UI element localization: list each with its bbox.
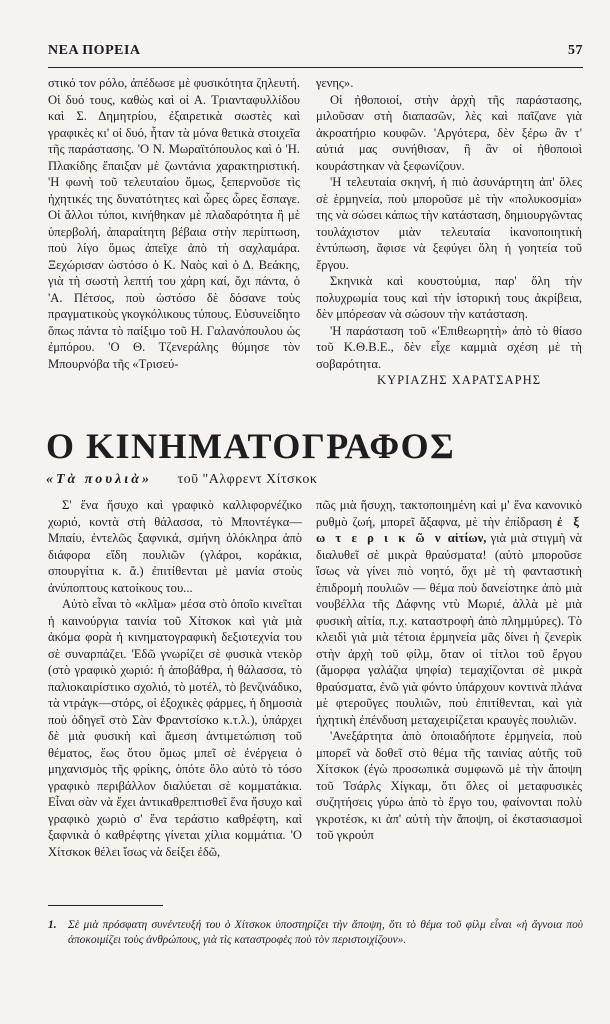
review-paragraph: Οἱ ἠθοποιοί, στὴν ἀρχὴ τῆς παράστασης, μιλοῦσαν στὴ διαπασῶν, λὲς καὶ παῖζανε γιὰ ἀκροατήριο κουφῶν. 'Αργότερα, δὲν ξέρω ἂν τ' αὐτιά μας συνήθισαν, ἢ ἂν οἱ ἠθοποιοὶ κουράστηκαν νὰ ξεφωνίζουν. bbox=[316, 92, 582, 173]
film-title: «Τὰ πουλιὰ» bbox=[46, 472, 152, 487]
author-signature: ΚΥΡΙΑΖΗΣ ΧΑΡΑΤΣΑΡΗΣ bbox=[376, 373, 542, 387]
footnote-text: Σὲ μιὰ πρόσφατη συνέντευξή του ὁ Χίτσκοκ ὑποστηρίζει τὴν ἄποψη, ὅτι τὸ θέμα τοῦ φίλμ εἶναι «ἡ ἄγνοια ποὺ ἀποκοιμίζει τοὺς ἀνθρώπους, γιὰ τὶς καταστροφὲς ποὺ τὸν περιστοιχίζουν». bbox=[68, 919, 583, 946]
article-column-left bbox=[48, 497, 302, 860]
article-paragraph: 'Ανεξάρτητα ἀπὸ ὁποιαδήποτε ἑρμηνεία, ποὺ μπορεῖ νὰ δοθεῖ στὸ θέμα τῆς ταινίας αὐτῆς τοῦ Χίτσκοκ (ἐγὼ προσωπικὰ συμφωνῶ μὲ τὴν ἄποψη τοῦ Τσάρλς Χίγκαμ, ὅτι ὅλες οἱ μεταφυσικὲς συζητήσεις γύρω ἀπὸ τὸ ἔργο του, φαίνονται πολὺ γκροτέσκ, κι ἀπ' αὐτὴ τὴν ἄποψη, οἱ ἐκστασιασμοὶ τοῦ γκρούπ bbox=[316, 729, 582, 842]
text-run: γιὰ μιὰ στιγμὴ νὰ διαλυθεῖ σὲ μικρὰ θραύσματα! (αὐτὸ μποροῦσε ἴσως νὰ γίνει πιὸ νοητό, ὄχι μὲ τὴ φανταστικὴ ἐπιδρομὴ πουλιῶν — θέμα ποὺ δανείστηκε ἀπὸ μιὰ νουβέλλα τῆς Δάφνης ντὺ Μωριέ, ἀλλὰ μὲ μιὰ φυσικὴ αἰτία, π.χ. καταστροφὴ ἀπὸ πλημμύρες). Τὸ κλειδὶ γιὰ μιὰ τέτοια ἑρμηνεία μᾶς δίνει ἡ ζενερὶκ στὴν ἀρχὴ τοῦ φίλμ, ὅταν οἱ τίτλοι τοῦ ἔργου (ἄμορφα γαλάζια ψηφία) τεμαχίζονται σὲ μικρὰ θραύσματα, ἐνῶ γιὰ φόντο ὑπάρχουν κοντινὰ πλάνα μὲ φτεροῦγες πουλιῶν, ποὺ ἐπιτίθενται, καὶ γιὰ ἠχητικὴ ἐπένδυση μεταχειρίζεται κραυγὲς πουλιῶν. bbox=[316, 531, 582, 727]
article-paragraph bbox=[316, 497, 582, 728]
section-title: Ο ΚΙΝΗΜΑΤΟΓΡΑΦΟΣ bbox=[46, 426, 456, 466]
header-rule bbox=[48, 67, 583, 68]
running-header bbox=[48, 43, 583, 59]
journal-title: ΝΕΑ ΠΟΡΕΙΑ bbox=[48, 43, 141, 58]
review-paragraph: Σκηνικὰ καὶ κουστούμια, παρ' ὅλη τὴν πολυχρωμία τους καὶ τὴν ἱστορική τους ἀκρίβεια, δὲν μπόρεσαν νὰ σώσουν τὴν κατάσταση. bbox=[316, 274, 582, 321]
review-column-right bbox=[316, 75, 582, 389]
film-director: τοῦ "Αλφρεντ Χίτσκοκ bbox=[177, 472, 318, 487]
emphasis-bold: αἰτίων, bbox=[447, 531, 487, 545]
footnote-rule bbox=[48, 905, 163, 906]
film-subtitle bbox=[46, 472, 317, 488]
footnote-number: 1. bbox=[48, 919, 57, 931]
review-paragraph: στικό τον ρόλο, ἀπέδωσε μὲ φυσικότητα ζηλευτή. Οἱ δυό τους, καθὼς καὶ οἱ Α. Τριανταφυλλίδου καὶ Σ. Δημητρίου, ἐξαιρετικὰ σωστὲς καὶ γραφικὲς κι' οἱ δυό, ἦταν τὰ μόνα θετικὰ στοιχεῖα τῆς παράστασης. 'Ο Ν. Μωραϊτόπουλος καὶ ὁ 'Η. Πλακίδης ἔπαιξαν μὲ ζωντάνια χαρακτηριστική. 'Η φωνὴ τοῦ τελευταίου ὅμως, ξεπερνοῦσε τὶς ἠχητικές της δυνατότητες καὶ ὧρες ὧρες ἔσπαγε. Οἱ ἄλλοι τύποι, κινήθηκαν μὲ πλαδαρότητα ἢ μὲ ὑπερβολή, ἀπαραίτητη βέβαια στὴν περίπτωση, ποὺ λίγο ὅμως ἀπεῖχε ἀπὸ τὴ σαχλαμάρα. Ξεχώρισαν ὡστόσο ὁ Κ. Ναὸς καὶ ὁ Δ. Βεάκης, γιὰ τὴ σωστὴ λεπτή του χάρη καί, ὄχι πάντα, ὁ 'Α. Πέτσος, ποὺ ὡστόσο δὲ δόσανε τοὺς πραγματικοὺς γκογκόλικους τύπους. Εὐσυνείδητο ὅπως πάντα τὸ παίξιμο τοῦ Η. Γαλανόπουλου ὡς ἐμπόρου. 'Ο Θ. Τζενεράλης θύμησε τὸν Μπουρνόβα τῆς «Τρισεύ- bbox=[48, 76, 300, 371]
review-column-left bbox=[48, 75, 300, 372]
article-column-right bbox=[316, 497, 582, 844]
article-paragraph: Σ' ἕνα ἥσυχο καὶ γραφικὸ καλλιφορνέζικο χωριό, κοντὰ στὴ θάλασσα, τὸ Μποντέγκα—Μπαίυ, ἐντελῶς ξαφνικά, σμήνη ὁλόκληρα ἀπὸ διάφορα εἴδη πουλιῶν (γλάροι, κοράκια, σπουργίτια κ. ἄ.) ἐπιτίθενται μὲ μανία στοὺς ἀνύποπτους κατοίκους του... bbox=[48, 498, 302, 595]
review-paragraph: 'Η τελευταία σκηνή, ἡ πιὸ ἀσυνάρτητη ἀπ' ὅλες σὲ ἑρμηνεία, ποὺ μποροῦσε μὲ τὴν «πολυκοσμία» της νὰ σώσει κάπως τὴν κατάσταση, δημιουργῶντας τουλάχιστον μιὰν τελευταία ἱκανοποιητικὴ ἐντύπωση, ἄφισε νὰ ξεφύγει ὅλη ἡ γοητεία τοῦ ἔργου. bbox=[316, 175, 582, 272]
page-number: 57 bbox=[568, 43, 583, 58]
review-paragraph: γενης». bbox=[316, 76, 354, 90]
emphasis-spaced: ἐ ξ ω τ ε ρ ι κ ῶ ν bbox=[316, 514, 582, 545]
text-run: πῶς μιὰ ἥσυχη, τακτοποιημένη καὶ μ' ἕνα κανονικὸ ρυθμὸ ζωή, μπορεῖ ἄξαφνα, μὲ τὴν ἐπίδραση bbox=[316, 498, 582, 529]
review-paragraph: 'Η παράσταση τοῦ «'Επιθεωρητὴ» ἀπὸ τὸ θίασο τοῦ Κ.Θ.Β.Ε., δὲν εἶχε καμμιὰ σχέση μὲ τὴ σοβαρότητα. bbox=[316, 323, 582, 371]
footnote bbox=[48, 918, 583, 948]
article-paragraph: Αὐτὸ εἶναι τὸ «κλῖμα» μέσα στὸ ὁποῖο κινεῖται ἡ καινούργια ταινία τοῦ Χίτσκοκ καὶ γιὰ μιὰ ἀκόμα φορὰ ἡ κινηματογραφικὴ δεξιοτεχνία του σὲ συναρπάζει. 'Εδῶ γνωρίζει σὲ φυσικὰ ντεκὸρ (στὸ γραφικὸ χωριό: ἡ ἀποβάθρα, ἡ θάλασσα, τὸ παλιοκαιρίστικο σχολιό, τὸ μοτέλ, τὸ βενζινάδικο, τὰ ντράγκ—στόρς, οἱ ἐξοχικὲς φάρμες, ἡ δημοσιὰ ποὺ ὁδηγεῖ στὸ Σὰν Φραντσίσκο κ.τ.λ.), ὑπάρχει δὲ μιὰ φυσικὴ καὶ ἄμεση ἀντιμετώπιση τοῦ θέματος, ἕως ὅτου ὅμως μπεῖ σὲ ἐνέργεια ὁ μηχανισμὸς τῆς φρίκης, ὁπότε ὅλο αὐτὸ τὸ τόσο γραφικὸ περιβάλλον διαλύεται σὲ κομματάκια. Εἶναι σὰν νὰ ἔχει ἀντικαθρεπτισθεῖ ἕνα ἥσυχο καὶ γραφικὸ χωριὸ σ' ἕνα τεράστιο καθρέφτη, καὶ ξαφνικὰ ὁ καθρέφτης γίνεται χίλια κομμάτια. 'Ο Χίτσκοκ θέλει ἴσως νὰ δείξει ἐδῶ, bbox=[48, 597, 302, 859]
